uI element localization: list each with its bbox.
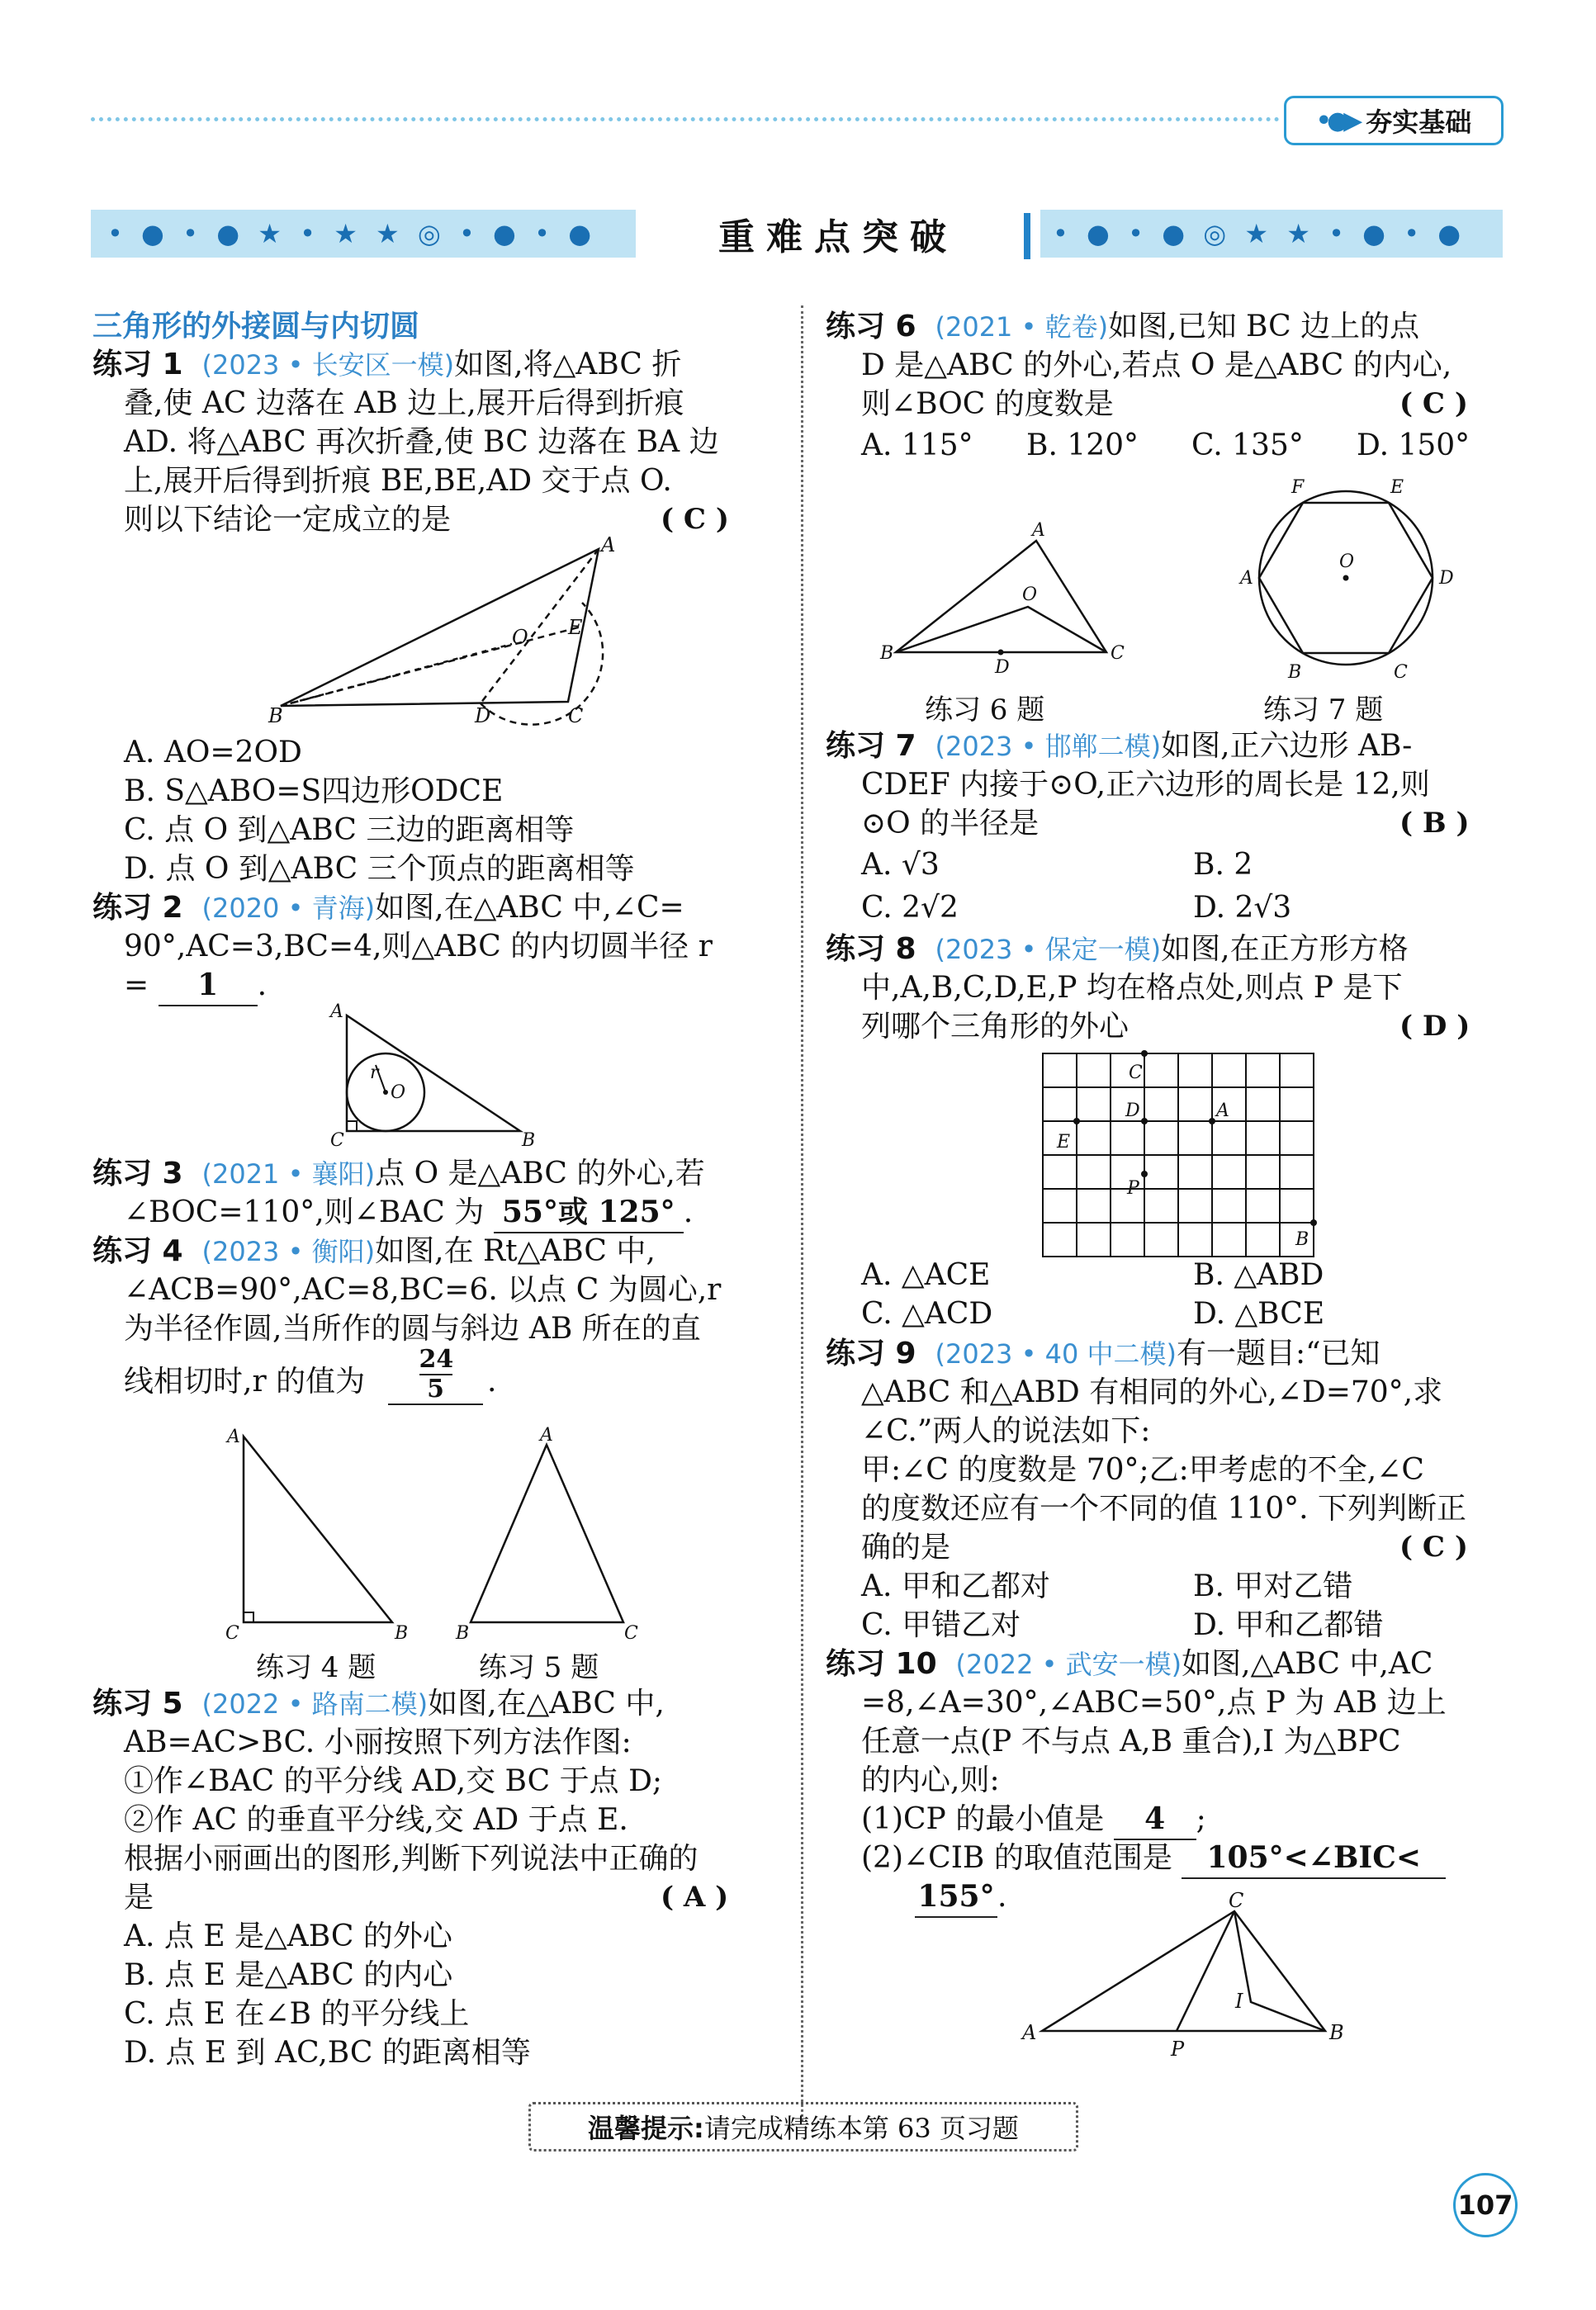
- q8-option-a: A. △ACE: [861, 1258, 991, 1292]
- q9-line-2: ∠C.”两人的说法如下:: [861, 1414, 1151, 1448]
- q8-point-p: [1141, 1171, 1148, 1177]
- q8-label-b: B: [1295, 1229, 1309, 1250]
- q4-label-b: B: [395, 1623, 409, 1644]
- q1-label-a: A: [601, 533, 616, 556]
- q8-point-e: [1073, 1118, 1080, 1124]
- q7-line-0: 练习 7 (2023 • 邯郸二模)如图,正六边形 AB-: [826, 729, 1413, 763]
- q4-line-2: 为半径作圆,当所作的圆与斜边 AB 所在的直: [124, 1312, 701, 1346]
- q4-period: .: [487, 1365, 497, 1399]
- q1-label-o: O: [512, 626, 528, 649]
- q6-figure: [875, 516, 1139, 681]
- header-dotted-rule: [91, 117, 1280, 121]
- q5-option-a: A. 点 E 是△ABC 的外心: [124, 1919, 452, 1953]
- q5-line-1: AB=AC>BC. 小丽按照下列方法作图:: [124, 1725, 632, 1759]
- q9-line-5: 确的是: [861, 1531, 951, 1564]
- q7-figure: [1238, 475, 1470, 689]
- banner-title: 重难点突破: [636, 205, 1040, 263]
- star-dot-decoration-icon: • ● • ● ◎ ★ ★ • ● • ●: [1053, 218, 1466, 249]
- q8-label-e: E: [1057, 1132, 1071, 1153]
- q2-line-1: 90°,AC=3,BC=4,则△ABC 的内切圆半径 r: [124, 930, 713, 963]
- q9-line-3: 甲:∠C 的度数是 70°;乙:甲考虑的不全,∠C: [861, 1453, 1424, 1487]
- q6-triangle: [896, 541, 1106, 652]
- q6-option-a: A. 115°: [861, 428, 973, 462]
- q1-answer: ( C ): [661, 503, 729, 536]
- q2-right-angle: [347, 1121, 357, 1131]
- q6-line-1: D 是△ABC 的外心,若点 O 是△ABC 的内心,: [861, 348, 1452, 382]
- q7-option-b: B. 2: [1193, 848, 1253, 882]
- q8-label-p: P: [1127, 1178, 1139, 1199]
- q7-label-c: C: [1394, 662, 1408, 683]
- q4-fill-denominator: 5: [427, 1375, 444, 1404]
- q6-label-d: D: [995, 657, 1010, 678]
- q8-point-c: [1141, 1050, 1148, 1057]
- q8-grid-lines: [1043, 1053, 1314, 1257]
- q1-line-0: 练习 1 (2023 • 长安区一模)如图,将△ABC 折: [92, 348, 682, 381]
- q10-line-1: =8,∠A=30°,∠ABC=50°,点 P 为 AB 边上: [861, 1686, 1447, 1720]
- tip-key: 温馨提示:: [588, 2113, 704, 2144]
- q4-right-angle: [244, 1612, 253, 1622]
- q6-answer: ( C ): [1399, 387, 1468, 420]
- q10-figure: [1016, 1891, 1362, 2068]
- q2-fill: 1: [159, 966, 258, 1006]
- q8-option-b: B. △ABD: [1193, 1258, 1324, 1292]
- q6-label-b: B: [880, 643, 894, 664]
- q2-label-b: B: [522, 1130, 536, 1151]
- q4-fill: [388, 1346, 483, 1405]
- q4-line-0: 练习 4 (2023 • 衡阳)如图,在 Rt△ABC 中,: [92, 1234, 656, 1268]
- banner-bar-right: [1024, 213, 1030, 259]
- section-tag-label: 夯实基础: [1366, 107, 1472, 138]
- q8-point-b: [1310, 1219, 1317, 1226]
- q7-label-b: B: [1288, 662, 1302, 683]
- q10-line-3: 的内心,则:: [861, 1763, 1000, 1797]
- q7-option-c: C. 2√2: [861, 891, 959, 925]
- q7-option-d: D. 2√3: [1193, 891, 1292, 925]
- q4-label-c: C: [225, 1623, 239, 1644]
- q7-label-o: O: [1339, 551, 1355, 572]
- q10-fill2a: 105°<∠BIC<: [1182, 1839, 1446, 1879]
- q10-label-c: C: [1229, 1889, 1244, 1912]
- q7-figure-caption: 练习 7 题: [1263, 693, 1384, 727]
- q1-label-e: E: [568, 616, 583, 639]
- q8-option-d: D. △BCE: [1193, 1297, 1325, 1331]
- q10-line-0: 练习 10 (2022 • 武安一模)如图,△ABC 中,AC: [826, 1647, 1433, 1681]
- q1-option-a: A. AO=2OD: [124, 736, 302, 769]
- column-separator: [801, 305, 803, 2122]
- q7-option-a: A. √3: [861, 848, 940, 882]
- q9-option-d: D. 甲和乙都错: [1193, 1608, 1384, 1642]
- q5-option-d: D. 点 E 到 AC,BC 的距离相等: [124, 2036, 531, 2070]
- tip-box: [528, 2102, 1078, 2151]
- section-title: 三角形的外接圆与内切圆: [92, 310, 420, 343]
- q8-grid-figure: [1036, 1047, 1325, 1262]
- q7-line-1: CDEF 内接于⊙O,正六边形的周长是 12,则: [861, 768, 1430, 802]
- q1-label-b: B: [268, 704, 283, 727]
- q10-label-b: B: [1329, 2021, 1344, 2044]
- q6-line-2: 则∠BOC 的度数是: [861, 387, 1114, 421]
- q7-line-2: ⊙O 的半径是: [861, 807, 1040, 840]
- q5-triangle: [471, 1445, 623, 1622]
- q6-option-b: B. 120°: [1026, 428, 1139, 462]
- q5-label-b: B: [456, 1623, 470, 1644]
- q8-point-a: [1209, 1118, 1215, 1124]
- q10-label-i: I: [1235, 1990, 1243, 2013]
- q10-line-2: 任意一点(P 不与点 A,B 重合),I 为△BPC: [861, 1725, 1401, 1759]
- q1-line-2: AD. 将△ABC 再次折叠,使 BC 边落在 BA 边: [124, 425, 719, 459]
- tip-text: 请完成精练本第 63 页习题: [703, 2113, 1019, 2144]
- q1-triangle: [281, 549, 599, 706]
- q1-figure: [264, 533, 616, 727]
- q8-answer: ( D ): [1399, 1010, 1470, 1043]
- q4-figure-caption: 练习 4 题: [256, 1651, 377, 1684]
- q4-label-a: A: [227, 1427, 240, 1447]
- q3-fill: 55°或 125°: [494, 1193, 684, 1233]
- q10-fill2b: 155°: [915, 1877, 997, 1918]
- q9-line-4: 的度数还应有一个不同的值 110°. 下列判断正: [861, 1492, 1467, 1526]
- arrow-icon: •●▶: [1315, 106, 1358, 135]
- q7-label-d: D: [1439, 568, 1454, 589]
- q8-point-d: [1141, 1118, 1148, 1124]
- q6-label-c: C: [1111, 643, 1125, 664]
- q8-option-c: C. △ACD: [861, 1297, 993, 1331]
- q6-line-0: 练习 6 (2021 • 乾卷)如图,已知 BC 边上的点: [826, 310, 1420, 343]
- q2-center-dot: [383, 1090, 388, 1095]
- q10-triangle: [1042, 1911, 1325, 2031]
- q8-line-0: 练习 8 (2023 • 保定一模)如图,在正方形方格: [826, 932, 1409, 966]
- q2-label-o: O: [391, 1082, 406, 1103]
- q2-label-c: C: [330, 1130, 344, 1151]
- q8-label-d: D: [1125, 1101, 1140, 1121]
- q5-figure-caption: 练习 5 题: [479, 1651, 599, 1684]
- q7-center-dot: [1343, 575, 1349, 581]
- q2-label-a: A: [330, 1001, 343, 1022]
- q10-fill1: 4: [1114, 1800, 1196, 1840]
- q1-line-4: 则以下结论一定成立的是: [124, 503, 452, 537]
- q4-line-1: ∠ACB=90°,AC=8,BC=6. 以点 C 为圆心,r: [124, 1273, 722, 1307]
- q6-option-d: D. 150°: [1357, 428, 1470, 462]
- q5-label-a: A: [540, 1425, 553, 1446]
- q4-fill-numerator: 24: [419, 1345, 454, 1374]
- q6-label-a: A: [1032, 520, 1045, 541]
- q3-line-1: ∠BOC=110°,则∠BAC 为 55°或 125° .: [124, 1193, 693, 1233]
- q5-label-c: C: [624, 1623, 638, 1644]
- q3-line-0: 练习 3 (2021 • 襄阳)点 O 是△ABC 的外心,若: [92, 1157, 705, 1191]
- q5-line-5: 是: [124, 1881, 154, 1915]
- q6-lines-bo-oc: [896, 607, 1106, 652]
- q8-line-2: 列哪个三角形的外心: [861, 1010, 1130, 1044]
- q1-dashed-be: [281, 627, 578, 706]
- q5-figure: [454, 1424, 644, 1647]
- q9-line-0: 练习 9 (2023 • 40 中二模)有一题目:“已知: [826, 1337, 1381, 1370]
- q9-option-a: A. 甲和乙都对: [861, 1569, 1050, 1603]
- q6-point-d: [998, 650, 1004, 656]
- q7-label-a: A: [1240, 568, 1253, 589]
- q7-label-f: F: [1291, 477, 1305, 498]
- q9-line-1: △ABC 和△ABD 有相同的外心,∠D=70°,求: [861, 1375, 1443, 1409]
- section-tag: [1284, 96, 1504, 145]
- q10-label-p: P: [1171, 2038, 1185, 2061]
- q10-label-a: A: [1022, 2021, 1037, 2044]
- q2-line-0: 练习 2 (2020 • 青海)如图,在△ABC 中,∠C=: [92, 891, 684, 925]
- q1-option-c: C. 点 O 到△ABC 三边的距离相等: [124, 813, 575, 847]
- page-number: 107: [1453, 2173, 1518, 2237]
- q5-line-0: 练习 5 (2022 • 路南二模)如图,在△ABC 中,: [92, 1687, 665, 1721]
- q4-triangle: [244, 1437, 392, 1622]
- q2-figure: [330, 1001, 545, 1151]
- q5-line-3: ②作 AC 的垂直平分线,交 AD 于点 E.: [124, 1803, 628, 1837]
- q9-option-c: C. 甲错乙对: [861, 1608, 1021, 1642]
- q9-answer: ( C ): [1399, 1531, 1468, 1564]
- q9-option-b: B. 甲对乙错: [1193, 1569, 1353, 1603]
- q6-label-o: O: [1022, 585, 1038, 605]
- q2-line-2: = 1 .: [124, 966, 267, 1006]
- title-banner: [91, 210, 1503, 258]
- q7-label-e: E: [1390, 477, 1404, 498]
- q10-sub1: (1)CP 的最小值是 4 ;: [861, 1800, 1206, 1840]
- q6-figure-caption: 练习 6 题: [925, 693, 1045, 727]
- q1-label-d: D: [475, 704, 491, 727]
- q4-line-3: 线相切时,r 的值为: [124, 1365, 366, 1399]
- q1-line-1: 叠,使 AC 边落在 AB 边上,展开后得到折痕: [124, 386, 684, 420]
- q8-label-c: C: [1129, 1063, 1143, 1083]
- q5-option-b: B. 点 E 是△ABC 的内心: [124, 1958, 453, 1992]
- q1-option-b: B. S△ABO=S四边形ODCE: [124, 774, 504, 808]
- q6-option-c: C. 135°: [1191, 428, 1304, 462]
- q4-figure: [223, 1424, 413, 1647]
- q1-line-3: 上,展开后得到折痕 BE,BE,AD 交于点 O.: [124, 464, 672, 498]
- q1-label-c: C: [568, 704, 584, 727]
- q10-sub2: (2)∠CIB 的取值范围是 105°<∠BIC<: [861, 1839, 1446, 1879]
- q7-answer: ( B ): [1399, 807, 1470, 840]
- q10-sub2-cont: 155°.: [915, 1877, 1006, 1918]
- q5-line-4: 根据小丽画出的图形,判断下列说法中正确的: [124, 1842, 699, 1876]
- q5-option-c: C. 点 E 在∠B 的平分线上: [124, 1997, 470, 2031]
- q1-option-d: D. 点 O 到△ABC 三个顶点的距离相等: [124, 852, 635, 886]
- q2-label-r: r: [370, 1063, 379, 1083]
- q5-answer: ( A ): [661, 1881, 729, 1914]
- q5-line-2: ①作∠BAC 的平分线 AD,交 BC 于点 D;: [124, 1764, 663, 1798]
- star-dot-decoration-icon: • ● • ● ★ • ★ ★ ◎ • ● • ●: [107, 218, 597, 249]
- q8-line-1: 中,A,B,C,D,E,P 均在格点处,则点 P 是下: [861, 971, 1403, 1005]
- q8-label-a: A: [1216, 1101, 1229, 1121]
